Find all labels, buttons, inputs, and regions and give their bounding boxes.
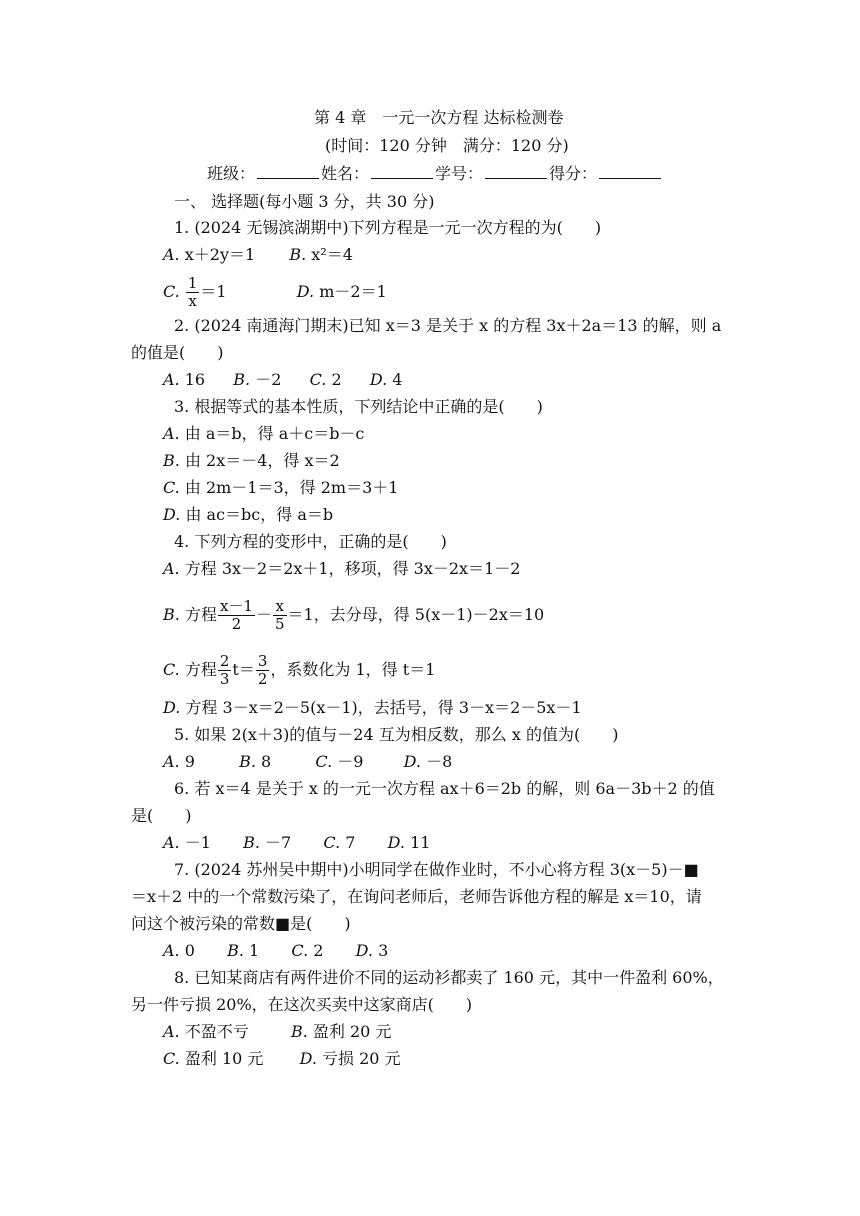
q1-option-a: x＋2y＝1 <box>184 245 256 264</box>
q1-option-d: m－2＝1 <box>319 282 387 301</box>
q3-option-c: 由 2m－1＝3，得 2m＝3＋1 <box>184 478 399 497</box>
q8-option-b: 盈利 20 元 <box>312 1022 392 1041</box>
q4-option-d: 方程 3－x＝2－5(x－1)，去括号，得 3－x＝2－5x－1 <box>185 698 582 717</box>
q3-option-d-line: D. 由 ac＝bc，得 a＝b <box>163 505 334 524</box>
q5-option-d: －8 <box>426 752 453 771</box>
student-id-label: 学号： <box>435 164 484 183</box>
q4-option-c-line: C. 方程 $\frac{2}{3}$ t＝ $\frac{3}{2}$ ，系数化为 1，得 t＝1 <box>163 652 436 688</box>
q2-option-c: 2 <box>331 370 342 389</box>
q3-option-b: 由 2x＝－4，得 x＝2 <box>184 451 340 470</box>
q8-options-cd: C. 盈利 10 元 D. 亏损 20 元 <box>163 1049 401 1068</box>
q8-option-d: 亏损 20 元 <box>322 1049 401 1068</box>
score-label: 得分： <box>549 164 598 183</box>
q8-stem-line1: 8. 已知某商店有两件进价不同的运动衫都卖了 160 元，其中一件盈利 60%， <box>174 968 724 987</box>
q7-stem-line2: ＝x＋2 中的一个常数污染了，在询问老师后，老师告诉他方程的解是 x＝10，请 <box>131 887 702 906</box>
q6-stem-line1: 6. 若 x＝4 是关于 x 的一元一次方程 ax＋6＝2b 的解，则 6a－3b＋2 的值 <box>174 779 715 798</box>
page-title: 第 4 章 一元一次方程 达标检测卷 <box>314 108 564 127</box>
q6-options: A. －1 B. －7 C. 7 D. 11 <box>163 833 431 852</box>
name-blank <box>371 164 433 179</box>
name-label: 姓名： <box>321 164 370 183</box>
q1-option-c-fraction: $\frac{1}{x}$ <box>187 274 198 310</box>
q5-options: A. 9 B. 8 C. －9 D. －8 <box>163 752 453 771</box>
q4-option-b-line: B. 方程 $\frac{x-1}{2}$ － $\frac{x}{5}$ ＝1，去分母，得 5(x－1)－2x＝10 <box>163 597 545 633</box>
q4-option-a-line: A. 方程 3x－2＝2x＋1，移项，得 3x－2x＝1－2 <box>163 559 521 578</box>
option-letter: D. <box>296 282 315 301</box>
q4-option-c-fraction1: $\frac{2}{3}$ <box>219 652 230 688</box>
q5-stem: 5. 如果 2(x＋3)的值与－24 互为相反数，那么 x 的值为( ) <box>174 725 619 744</box>
option-letter: A. <box>163 245 180 264</box>
page-subtitle: (时间：120 分钟 满分：120 分) <box>325 136 569 155</box>
q2-option-b: －2 <box>255 370 282 389</box>
score-blank <box>599 164 661 179</box>
info-fields-line <box>207 164 663 184</box>
q7-stem-line1: 7. (2024 苏州吴中期中)小明同学在做作业时，不小心将方程 3(x－5)－■ <box>174 860 699 879</box>
q2-option-d: 4 <box>392 370 403 389</box>
q6-option-c: 7 <box>345 833 356 852</box>
q6-option-a: －1 <box>184 833 211 852</box>
q2-options: A. 16 B. －2 C. 2 D. 4 <box>163 370 403 389</box>
student-id-blank <box>485 164 547 179</box>
section-title: 一、 选择题(每小题 3 分，共 30 分) <box>174 192 435 211</box>
q2-stem-line2: 的值是( ) <box>131 343 224 362</box>
q1-options-ab <box>163 245 353 265</box>
q1-option-c-rest: ＝1 <box>200 282 227 301</box>
q5-option-a: 9 <box>184 752 195 771</box>
q4-option-c-fraction2: $\frac{3}{2}$ <box>257 652 268 688</box>
q4-option-a: 方程 3x－2＝2x＋1，移项，得 3x－2x＝1－2 <box>184 559 521 578</box>
q7-option-d: 3 <box>378 941 389 960</box>
q2-stem-line1: 2. (2024 南通海门期末)已知 x＝3 是关于 x 的方程 3x＋2a＝13 的解，则 a <box>174 316 722 335</box>
q5-option-b: 8 <box>261 752 272 771</box>
q3-option-c-line: C. 由 2m－1＝3，得 2m＝3＋1 <box>163 478 399 497</box>
q8-option-c: 盈利 10 元 <box>184 1049 264 1068</box>
q6-stem-line2: 是( ) <box>131 806 192 825</box>
q1-stem: 1. (2024 无锡滨湖期中)下列方程是一元一次方程的为( ) <box>174 218 602 237</box>
q4-option-d-line: D. 方程 3－x＝2－5(x－1)，去括号，得 3－x＝2－5x－1 <box>163 698 582 717</box>
class-blank <box>257 164 319 179</box>
q4-option-b-fraction2: $\frac{x}{5}$ <box>274 597 285 633</box>
q7-option-c: 2 <box>313 941 324 960</box>
q7-option-a: 0 <box>184 941 195 960</box>
q7-option-b: 1 <box>249 941 260 960</box>
q7-stem-line3: 问这个被污染的常数■是( ) <box>131 914 351 933</box>
q8-option-a: 不盈不亏 <box>184 1022 249 1041</box>
q4-option-b-fraction1: $\frac{x-1}{2}$ <box>219 597 253 633</box>
q3-option-a-line: A. 由 a＝b，得 a＋c＝b－c <box>163 424 365 443</box>
q3-stem: 3. 根据等式的基本性质，下列结论中正确的是( ) <box>174 397 543 416</box>
q8-stem-line2: 另一件亏损 20%，在这次买卖中这家商店( ) <box>131 995 473 1014</box>
q5-option-c: －9 <box>337 752 364 771</box>
q4-stem: 4. 下列方程的变形中，正确的是( ) <box>174 532 447 551</box>
option-letter: C. <box>163 282 180 301</box>
option-letter: B. <box>289 245 307 264</box>
q1-option-b: x²＝4 <box>311 245 353 264</box>
q3-option-a: 由 a＝b，得 a＋c＝b－c <box>184 424 365 443</box>
q6-option-d: 11 <box>410 833 431 852</box>
q8-options-ab: A. 不盈不亏 B. 盈利 20 元 <box>163 1022 392 1041</box>
q3-option-d: 由 ac＝bc，得 a＝b <box>185 505 334 524</box>
q1-options-cd <box>163 274 387 310</box>
q6-option-b: －7 <box>265 833 292 852</box>
q2-option-a: 16 <box>184 370 206 389</box>
q3-option-b-line: B. 由 2x＝－4，得 x＝2 <box>163 451 340 470</box>
class-label: 班级： <box>207 164 256 183</box>
q7-options: A. 0 B. 1 C. 2 D. 3 <box>163 941 389 960</box>
